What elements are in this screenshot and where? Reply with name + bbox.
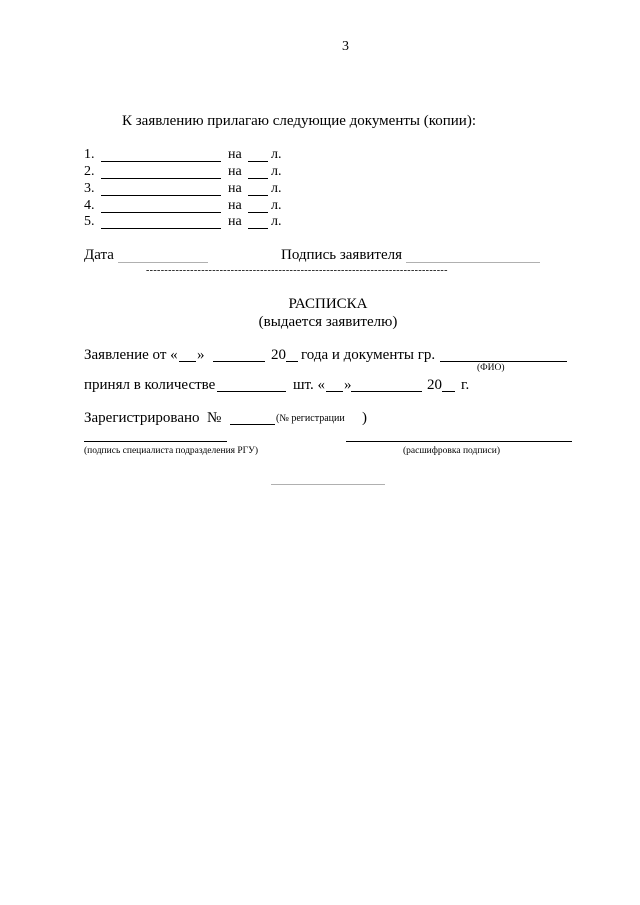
application-quote-close: » xyxy=(197,347,205,363)
signature-label: Подпись заявителя xyxy=(281,247,403,263)
application-day-blank xyxy=(179,361,196,362)
cut-line: ---------------------------------------------------------------------------------- xyxy=(146,265,448,276)
document-name-blank xyxy=(101,195,221,196)
page-number: 3 xyxy=(342,39,349,54)
accepted-year-prefix: 20 xyxy=(427,377,442,393)
signature-decoding-line xyxy=(346,441,572,442)
sheets-count-blank xyxy=(248,178,268,179)
registration-hint-close: ) xyxy=(362,410,367,426)
signature-blank xyxy=(406,262,540,263)
citizen-fio-blank xyxy=(440,361,567,362)
sheets-count-blank xyxy=(248,228,268,229)
intro-text: К заявлению прилагаю следующие документы (копии): xyxy=(122,113,477,129)
on-label: на xyxy=(228,164,242,179)
application-month-blank xyxy=(213,361,265,362)
on-label: на xyxy=(228,181,242,196)
accepted-year-blank xyxy=(442,391,455,392)
application-year-prefix: 20 xyxy=(271,347,286,363)
pieces-label: шт. « xyxy=(293,377,325,393)
sheets-label: л. xyxy=(271,164,282,179)
on-label: на xyxy=(228,147,242,162)
document-name-blank xyxy=(101,212,221,213)
item-number: 2. xyxy=(84,164,95,179)
fio-hint: (ФИО) xyxy=(477,363,505,373)
accepted-count-blank xyxy=(217,391,286,392)
sheets-label: л. xyxy=(271,181,282,196)
date-label: Дата xyxy=(84,247,114,263)
sheets-label: л. xyxy=(271,214,282,229)
on-label: на xyxy=(228,198,242,213)
item-number: 1. xyxy=(84,147,95,162)
date-blank xyxy=(118,262,208,263)
sheets-label: л. xyxy=(271,147,282,162)
document-name-blank xyxy=(101,228,221,229)
specialist-signature-hint: (подпись специалиста подразделения РГУ) xyxy=(84,446,259,456)
receipt-subtitle: (выдается заявителю) xyxy=(258,314,398,330)
accepted-quote-close: » xyxy=(344,377,352,393)
item-number: 3. xyxy=(84,181,95,196)
item-number: 5. xyxy=(84,214,95,229)
sheets-count-blank xyxy=(248,212,268,213)
registered-label: Зарегистрировано № xyxy=(84,410,222,426)
receipt-title: РАСПИСКА xyxy=(288,296,368,312)
accepted-month-blank xyxy=(351,391,422,392)
on-label: на xyxy=(228,214,242,229)
accepted-count-label: принял в количестве xyxy=(84,377,216,393)
document-name-blank xyxy=(101,161,221,162)
registration-hint: (№ регистрации xyxy=(276,413,345,424)
specialist-signature-line xyxy=(84,441,227,442)
sheets-count-blank xyxy=(248,195,268,196)
year-abbrev: г. xyxy=(461,377,470,393)
signature-decoding-hint: (расшифровка подписи) xyxy=(403,446,500,456)
item-number: 4. xyxy=(84,198,95,213)
registration-number-blank xyxy=(230,424,275,425)
documents-of-citizen-label: года и документы гр. xyxy=(301,347,436,363)
sheets-count-blank xyxy=(248,161,268,162)
closing-divider xyxy=(271,484,385,485)
document-name-blank xyxy=(101,178,221,179)
application-year-blank xyxy=(286,361,298,362)
sheets-label: л. xyxy=(271,198,282,213)
accepted-day-blank xyxy=(326,391,343,392)
application-date-prefix: Заявление от « xyxy=(84,347,178,363)
